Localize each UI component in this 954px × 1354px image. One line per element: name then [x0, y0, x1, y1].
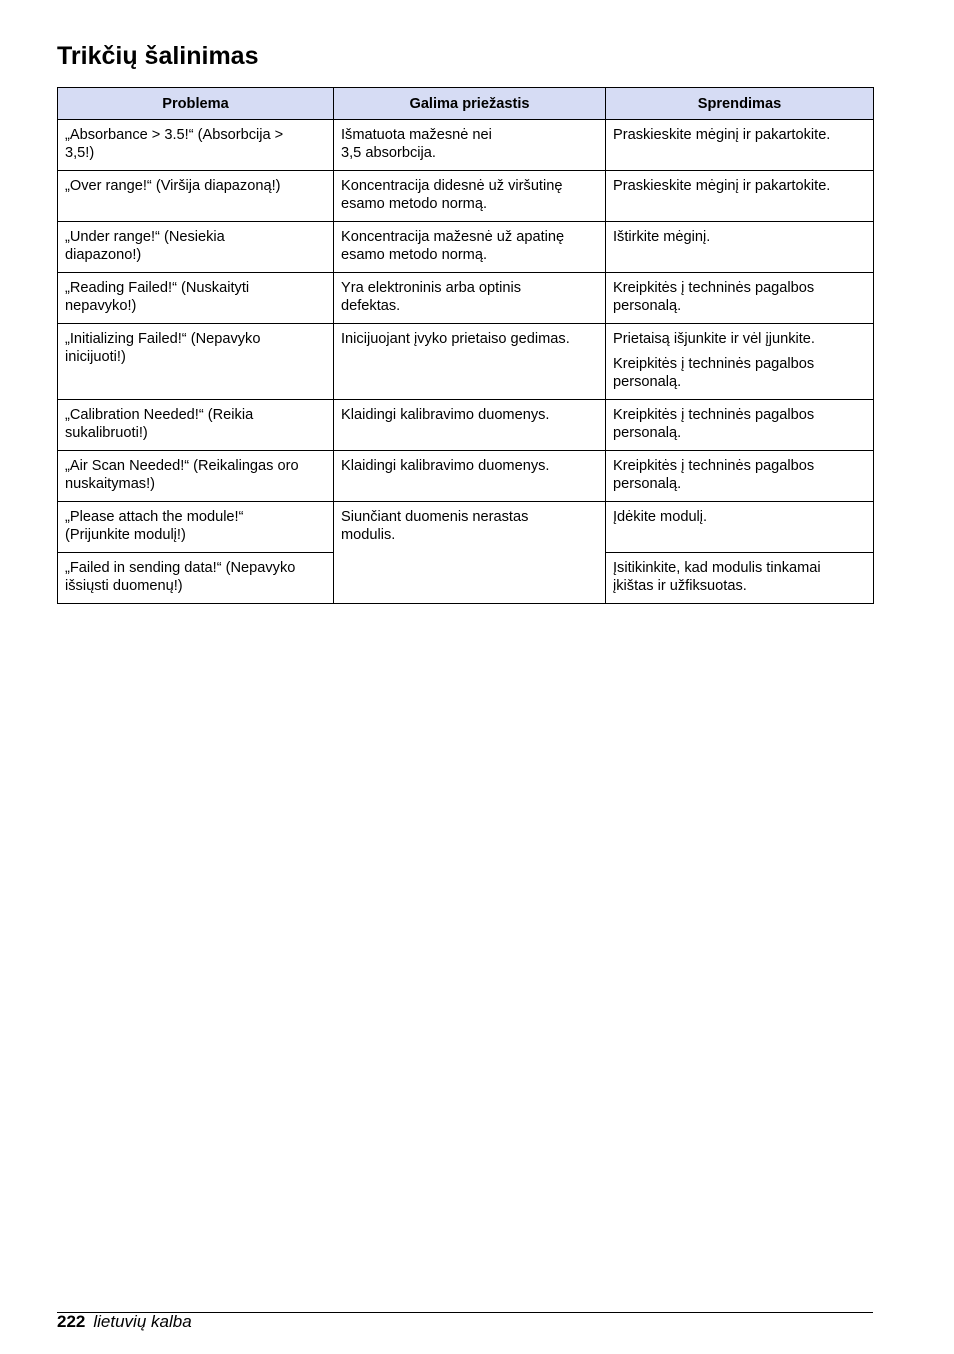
problem-cell	[58, 324, 334, 400]
problem-cell	[58, 553, 334, 604]
solution-cell	[606, 553, 874, 604]
troubleshooting-table	[57, 87, 874, 604]
solution-text: Kreipkitės į techninės pagalbos	[613, 458, 815, 474]
problem-text: „Absorbance > 3.5!“ (Absorbcija >	[65, 127, 284, 143]
table-row	[58, 324, 874, 400]
solution-text: įkištas ir užfiksuotas.	[613, 578, 747, 594]
problem-text: „Please attach the module!“	[65, 509, 244, 525]
cause-cell	[334, 400, 606, 451]
cause-text: Klaidingi kalibravimo duomenys.	[341, 407, 550, 423]
problem-cell	[58, 120, 334, 171]
problem-text: 3,5!)	[65, 145, 95, 161]
solution-text: Kreipkitės į techninės pagalbos	[613, 356, 815, 372]
solution-text: personalą.	[613, 425, 682, 441]
cause-text: Koncentracija didesnė už viršutinę	[341, 178, 563, 194]
header-cause: Galima priežastis	[334, 88, 606, 120]
cause-text: esamo metodo normą.	[341, 247, 488, 263]
cause-cell	[334, 171, 606, 222]
solution-text: Kreipkitės į techninės pagalbos	[613, 407, 815, 423]
header-problem: Problema	[58, 88, 334, 120]
cause-text: Inicijuojant įvyko prietaiso gedimas.	[341, 331, 570, 347]
cause-text: Išmatuota mažesnė nei	[341, 127, 492, 143]
page-footer	[57, 1312, 192, 1332]
problem-text: inicijuoti!)	[65, 349, 126, 365]
solution-text: personalą.	[613, 374, 682, 390]
page-title: Trikčių šalinimas	[57, 42, 259, 70]
problem-text: „Under range!“ (Nesiekia	[65, 229, 225, 245]
cause-cell	[334, 324, 606, 400]
solution-cell	[606, 400, 874, 451]
page-number: 222	[57, 1312, 86, 1331]
cause-cell	[334, 451, 606, 502]
problem-text: „Failed in sending data!“ (Nepavyko	[65, 560, 296, 576]
solution-text: Įsitikinkite, kad modulis tinkamai	[613, 560, 821, 576]
solution-text: Prietaisą išjunkite ir vėl įjunkite.	[613, 331, 815, 347]
solution-paragraph	[613, 355, 866, 391]
problem-text: sukalibruoti!)	[65, 425, 148, 441]
table-row	[58, 171, 874, 222]
table-row	[58, 273, 874, 324]
problem-text: nepavyko!)	[65, 298, 137, 314]
problem-cell	[58, 400, 334, 451]
header-solution: Sprendimas	[606, 88, 874, 120]
solution-paragraph	[613, 330, 866, 348]
cause-text: Yra elektroninis arba optinis	[341, 280, 522, 296]
problem-cell	[58, 451, 334, 502]
problem-text: „Reading Failed!“ (Nuskaityti	[65, 280, 250, 296]
solution-text: personalą.	[613, 476, 682, 492]
table-row	[58, 451, 874, 502]
solution-cell	[606, 120, 874, 171]
cause-text: Siunčiant duomenis nerastas	[341, 509, 529, 525]
solution-text: Kreipkitės į techninės pagalbos	[613, 280, 815, 296]
problem-text: „Calibration Needed!“ (Reikia	[65, 407, 254, 423]
solution-cell	[606, 324, 874, 400]
cause-text: esamo metodo normą.	[341, 196, 488, 212]
cause-text: Klaidingi kalibravimo duomenys.	[341, 458, 550, 474]
cause-text: Koncentracija mažesnė už apatinę	[341, 229, 565, 245]
problem-cell	[58, 222, 334, 273]
problem-text: išsiųsti duomenų!)	[65, 578, 183, 594]
cause-cell	[334, 273, 606, 324]
problem-text: nuskaitymas!)	[65, 476, 156, 492]
cause-cell	[334, 502, 606, 604]
table-header-row	[58, 88, 874, 120]
problem-text: „Over range!“ (Viršija diapazoną!)	[65, 178, 281, 194]
cause-text: defektas.	[341, 298, 401, 314]
problem-text: diapazono!)	[65, 247, 142, 263]
solution-text: Praskieskite mėginį ir pakartokite.	[613, 127, 831, 143]
language-label: lietuvių kalba	[93, 1312, 192, 1331]
table-row	[58, 502, 874, 553]
solution-cell	[606, 502, 874, 553]
problem-cell	[58, 273, 334, 324]
table-row	[58, 400, 874, 451]
solution-text: Ištirkite mėginį.	[613, 229, 711, 245]
problem-text: „Air Scan Needed!“ (Reikalingas oro	[65, 458, 299, 474]
problem-text: „Initializing Failed!“ (Nepavyko	[65, 331, 261, 347]
cause-text: modulis.	[341, 527, 396, 543]
solution-cell	[606, 451, 874, 502]
solution-cell	[606, 222, 874, 273]
table-row	[58, 120, 874, 171]
table-row	[58, 222, 874, 273]
solution-cell	[606, 171, 874, 222]
cause-cell	[334, 222, 606, 273]
problem-text: (Prijunkite modulį!)	[65, 527, 186, 543]
problem-cell	[58, 502, 334, 553]
cause-text: 3,5 absorbcija.	[341, 145, 436, 161]
solution-text: personalą.	[613, 298, 682, 314]
cause-cell	[334, 120, 606, 171]
solution-cell	[606, 273, 874, 324]
problem-cell	[58, 171, 334, 222]
solution-text: Praskieskite mėginį ir pakartokite.	[613, 178, 831, 194]
solution-text: Įdėkite modulį.	[613, 509, 708, 525]
